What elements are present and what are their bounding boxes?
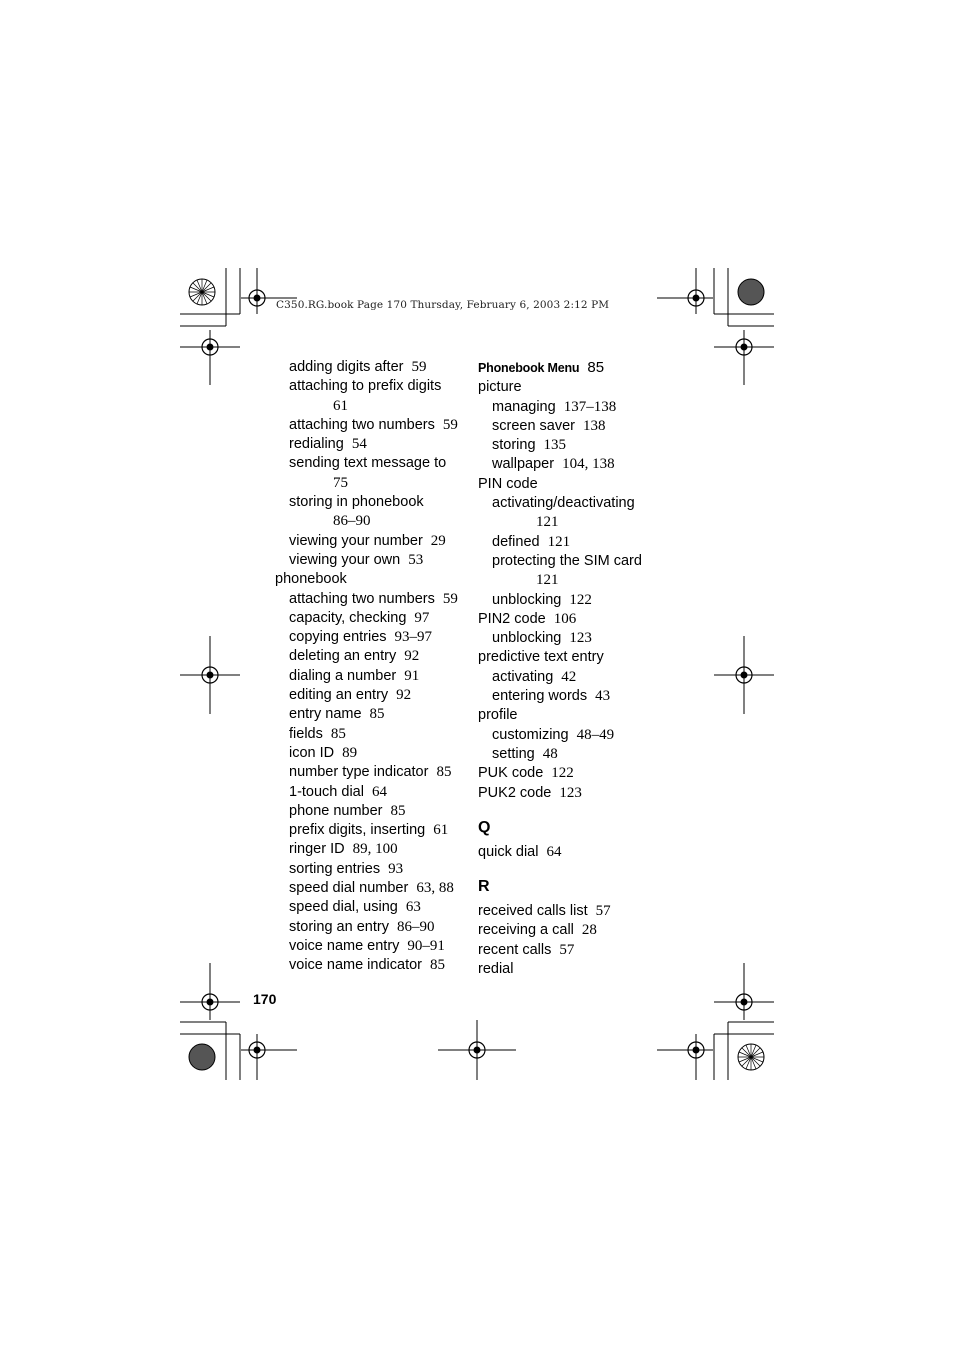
index-entry-page-ref: 85 — [390, 802, 406, 819]
index-entry-term: editing an entry — [289, 687, 389, 704]
index-entry — [275, 358, 470, 377]
index-entry-page-ref: 97 — [414, 609, 430, 626]
index-entry — [478, 417, 678, 436]
index-entry — [275, 512, 470, 531]
index-entry — [478, 668, 678, 687]
index-entry-page-ref: 92 — [404, 648, 420, 665]
index-entry-term: attaching to prefix digits — [289, 378, 442, 395]
index-entry-term: redial — [478, 961, 514, 978]
index-entry-page-ref: 121 — [536, 572, 559, 589]
index-entry-page-ref: 121 — [547, 533, 571, 550]
index-entry-page-ref: 122 — [551, 765, 574, 782]
index-entry-page-ref: 86–90 — [396, 918, 435, 935]
index-group-p — [478, 358, 678, 803]
index-entry — [275, 532, 470, 551]
sunburst-mark-icon — [738, 1044, 764, 1070]
index-entry-page-ref: 59 — [442, 590, 458, 607]
index-entry — [275, 956, 470, 975]
index-entry-page-ref: 59 — [411, 359, 427, 375]
index-entry-page-ref: 64 — [546, 843, 562, 860]
index-entry — [275, 802, 470, 821]
index-entry-term: activating/deactivating — [492, 495, 635, 512]
index-entry-term: speed dial, using — [289, 899, 398, 916]
index-entry-page-ref: 138 — [583, 417, 606, 434]
index-entry-page-ref: 85 — [436, 764, 452, 781]
index-entry — [478, 494, 678, 513]
index-entry — [275, 860, 470, 879]
index-entry — [275, 454, 470, 473]
index-entry-page-ref: 42 — [561, 668, 577, 685]
index-entry-page-ref: 85 — [587, 359, 605, 376]
index-entry-page-ref: 122 — [569, 591, 592, 608]
index-entry-term: protecting the SIM card — [492, 552, 642, 569]
index-entry — [478, 378, 678, 397]
index-entry-term: PIN2 code — [478, 610, 546, 627]
index-entry — [275, 937, 470, 956]
index-entry — [275, 493, 470, 512]
index-entry-term: customizing — [492, 726, 569, 743]
index-entry — [275, 570, 470, 589]
index-entry-term: prefix digits, inserting — [289, 822, 426, 839]
index-entry-term: voice name indicator — [289, 957, 422, 974]
index-entry-page-ref: 48–49 — [576, 726, 615, 743]
index-entry — [478, 648, 678, 667]
index-entry-term: wallpaper — [492, 456, 555, 473]
index-entry-term: activating — [492, 668, 554, 685]
index-group-r — [478, 902, 678, 979]
index-entry-page-ref: 85 — [430, 957, 445, 974]
index-entry — [478, 764, 678, 783]
index-entry-page-ref: 91 — [404, 667, 420, 684]
index-entry — [275, 551, 470, 570]
index-entry-term: setting — [492, 745, 535, 762]
index-entry-page-ref: 57 — [559, 941, 575, 958]
index-entry-term: entry name — [289, 706, 362, 723]
index-entry — [275, 397, 470, 416]
index-entry-page-ref: 104, 138 — [562, 456, 615, 473]
index-entry-term: Phonebook Menu — [478, 361, 580, 375]
index-entry-term: defined — [492, 533, 540, 550]
index-entry-term: PUK2 code — [478, 784, 552, 801]
index-entry — [478, 921, 678, 940]
index-entry-page-ref: 75 — [333, 474, 348, 491]
index-entry — [275, 435, 470, 454]
index-entry — [478, 533, 678, 552]
index-entry-page-ref: 54 — [351, 436, 367, 453]
index-entry — [275, 667, 470, 686]
index-entry-page-ref: 121 — [536, 514, 559, 531]
index-entry — [478, 436, 678, 455]
index-entry-page-ref: 64 — [371, 783, 387, 800]
index-entry-page-ref: 135 — [543, 437, 567, 454]
index-entry-term: sending text message to — [289, 455, 447, 472]
index-entry — [478, 960, 678, 979]
index-entry — [478, 591, 678, 610]
index-entry-term: entering words — [492, 688, 588, 705]
index-entry — [478, 475, 678, 494]
index-entry — [275, 590, 470, 609]
index-entry — [275, 705, 470, 724]
index-entry — [478, 610, 678, 629]
index-entry-term: viewing your number — [289, 532, 423, 549]
index-entry-term: speed dial number — [289, 880, 409, 897]
index-entry-term: phone number — [289, 802, 383, 819]
index-entry-term: unblocking — [492, 591, 562, 608]
index-entry-page-ref: 89, 100 — [352, 841, 398, 858]
index-entry-term: picture — [478, 379, 522, 396]
index-entry — [478, 784, 678, 803]
index-entry — [478, 706, 678, 725]
halftone-mark-icon — [738, 279, 764, 305]
index-entry — [478, 843, 678, 862]
section-heading-r: R — [478, 878, 490, 896]
sunburst-mark-icon — [189, 279, 215, 305]
index-entry-term: fields — [289, 725, 323, 742]
section-heading-q: Q — [478, 818, 491, 836]
index-entry — [275, 821, 470, 840]
index-entry-page-ref: 85 — [330, 725, 346, 742]
index-entry — [275, 725, 470, 744]
index-entry — [478, 726, 678, 745]
index-entry-term: received calls list — [478, 903, 588, 920]
index-entry-page-ref: 59 — [442, 416, 458, 433]
index-entry-page-ref: 123 — [559, 784, 582, 801]
index-entry-term: copying entries — [289, 629, 387, 646]
index-entry-term: PUK code — [478, 765, 544, 782]
index-entry — [478, 745, 678, 764]
index-entry-page-ref: 29 — [430, 532, 446, 549]
index-entry — [478, 941, 678, 960]
index-entry-term: attaching two numbers — [289, 590, 435, 607]
index-entry-page-ref: 53 — [408, 551, 424, 568]
index-entry — [275, 416, 470, 435]
index-column-right — [478, 358, 678, 979]
index-entry-page-ref: 28 — [581, 922, 597, 939]
index-entry-page-ref: 43 — [595, 688, 611, 705]
index-entry — [275, 744, 470, 763]
index-entry — [275, 474, 470, 493]
index-entry — [275, 647, 470, 666]
index-entry — [275, 609, 470, 628]
index-entry-page-ref: 86–90 — [333, 513, 371, 530]
index-entry-term: storing in phonebook — [289, 494, 424, 511]
index-entry — [478, 902, 678, 921]
index-entry-page-ref: 61 — [433, 822, 449, 839]
index-entry-term: 1-touch dial — [289, 783, 364, 800]
index-entry-page-ref: 85 — [369, 706, 385, 723]
index-entry-term: number type indicator — [289, 764, 429, 781]
index-entry — [275, 763, 470, 782]
index-entry-term: managing — [492, 398, 556, 415]
index-entry-term: redialing — [289, 436, 344, 453]
halftone-mark-icon — [189, 1044, 215, 1070]
index-entry — [478, 398, 678, 417]
index-entry — [478, 629, 678, 648]
page-number: 170 — [253, 991, 277, 1007]
index-entry-page-ref: 93–97 — [394, 629, 433, 646]
index-entry — [478, 455, 678, 474]
index-entry-page-ref: 48 — [542, 745, 558, 762]
index-entry — [478, 358, 678, 378]
index-entry-page-ref: 93 — [388, 860, 404, 877]
index-entry-page-ref: 89 — [342, 744, 358, 761]
index-entry-term: dialing a number — [289, 667, 397, 684]
index-entry-term: sorting entries — [289, 860, 381, 877]
index-entry-term: voice name entry — [289, 937, 400, 954]
index-entry-term: deleting an entry — [289, 648, 397, 665]
index-entry-page-ref: 57 — [595, 903, 611, 920]
index-column-left — [275, 358, 470, 976]
index-entry-term: recent calls — [478, 941, 552, 958]
index-entry — [478, 687, 678, 706]
index-entry-page-ref: 63, 88 — [416, 880, 454, 897]
index-entry-term: predictive text entry — [478, 649, 604, 666]
index-entry-term: adding digits after — [289, 359, 404, 375]
index-entry — [275, 628, 470, 647]
index-entry — [275, 898, 470, 917]
index-entry-term: profile — [478, 707, 518, 724]
index-entry-term: storing an entry — [289, 918, 389, 935]
index-group-q — [478, 843, 678, 862]
index-entry-term: quick dial — [478, 843, 539, 860]
index-entry-term: receiving a call — [478, 922, 574, 939]
print-slug-header: C350.RG.book Page 170 Thursday, February 6, 2003 2:12 PM — [276, 299, 610, 311]
index-entry-term: viewing your own — [289, 551, 401, 568]
index-entry — [275, 686, 470, 705]
index-entry-page-ref: 90–91 — [407, 937, 445, 954]
index-entry-page-ref: 61 — [333, 397, 348, 414]
index-entry-page-ref: 123 — [569, 630, 592, 647]
index-entry — [275, 783, 470, 802]
index-entry — [275, 879, 470, 898]
index-entry-term: capacity, checking — [289, 609, 407, 626]
index-entry-term: icon ID — [289, 744, 335, 761]
index-entry-term: storing — [492, 437, 536, 454]
index-entry-page-ref: 92 — [396, 687, 412, 704]
index-entry — [275, 918, 470, 937]
index-entry-term: ringer ID — [289, 841, 345, 858]
index-entry-term: attaching two numbers — [289, 416, 435, 433]
index-entry-term: PIN code — [478, 475, 538, 492]
index-entry-term: phonebook — [275, 571, 347, 588]
index-entry — [478, 571, 678, 590]
index-entry-page-ref: 106 — [553, 610, 577, 627]
index-entry — [275, 377, 470, 396]
index-entry-page-ref: 63 — [405, 899, 421, 916]
index-entry — [275, 840, 470, 859]
index-entry-term: screen saver — [492, 417, 576, 434]
index-entry — [478, 552, 678, 571]
index-entry-term: unblocking — [492, 630, 562, 647]
index-entry-page-ref: 137–138 — [563, 398, 617, 415]
index-entry — [478, 513, 678, 532]
